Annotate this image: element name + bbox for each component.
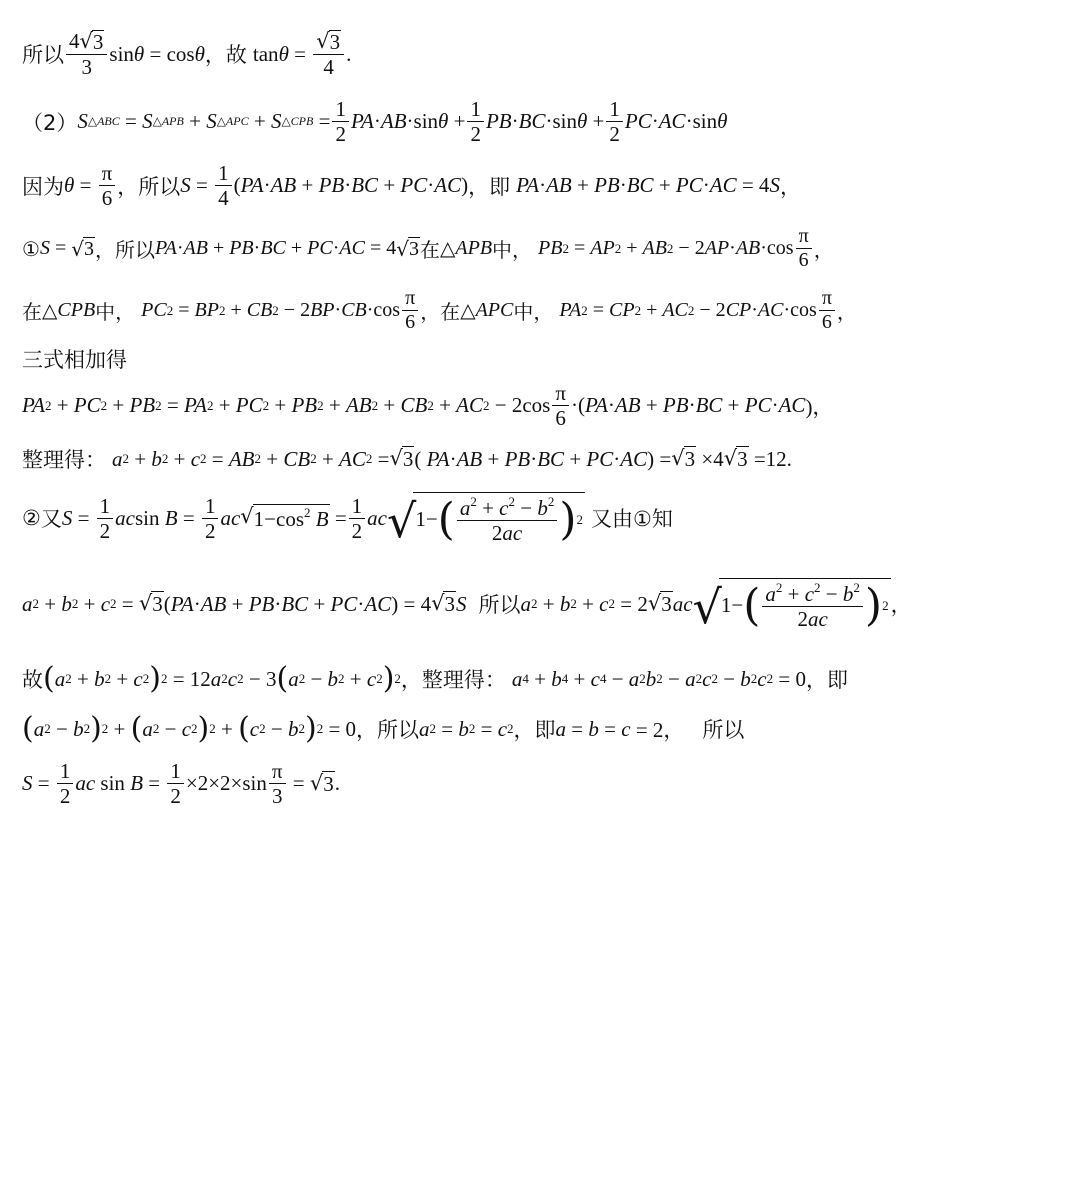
text-zhengli2: ，整理得： — [400, 668, 506, 692]
line-cpb-apc: 在 △ CPB 中， PC 2 = BP 2 + CB 2 − 2 BP · CB ·cos $\frac{\pi}{6}$ ，在 △ APC 中， PA 2 = CP 2 + AC 2 − 2 CP · AC ·cos $\frac{\pi}{6}$ ， — [22, 287, 857, 333]
text-zai: 在 — [420, 238, 440, 262]
text-gu: 故 — [225, 43, 247, 68]
text-gu2: 故 — [22, 668, 43, 692]
line-expand: 故 ( a 2 + b 2 + c 2 ) 2 = 12 a 2 c 2 − 3 ( a 2 − b 2 + c 2 ) 2 ，整理得： a 4 + b 4 + c 4 − a 2 b 2 − a 2 c 2 − b 2 c 2 = 0 ，即 — [22, 661, 848, 696]
text-suoyi3: ，所以 — [94, 238, 155, 262]
text-ji3: ，即 — [513, 718, 556, 742]
text-suoyi: 所以 — [22, 43, 64, 68]
text-ji: ，即 — [468, 174, 511, 199]
frac-4sqrt3-over-3: 4 √ 3 3 — [66, 30, 107, 78]
text-ji2: ，即 — [805, 668, 848, 692]
text-zhong2: 中， — [95, 300, 136, 324]
line-case1: ① S = √ 3 ，所以 PA · AB + PB · BC + PC · AC = 4 √ 3 在 △ APB 中， PB 2 = AP 2 + AB 2 − 2 AP · AB ·cos $\frac{\pi}{6}$ ， — [22, 225, 834, 271]
text-suoyi6: 所以 — [702, 718, 745, 742]
text-suoyi5: ，所以 — [356, 718, 420, 742]
frac-sqrt3-over-4: √ 3 4 — [313, 30, 344, 78]
line-final-area: S = $\frac{1}{2}$ ac sin B = $\frac{1}{2}$ ×2×2×sin $\frac{\pi}{3}$ = √ 3 . — [22, 759, 340, 809]
line-case2: ② 又 S = $\frac{1}{2}$ ac sin B = $\frac{1}{2}$ ac √ $1-\cos^2$ B = $\frac{1}{2}$ ac √ 1− ( $\frac{a^2 + c^2 - b^2}{2ac}$ ) 2 又由①知 — [22, 493, 673, 549]
text-item2: （2） — [22, 110, 78, 135]
text-zhong3: 中， — [513, 300, 554, 324]
line-tan-theta: 所以 4 √ 3 3 sin θ = cos θ ， 故 tan θ = √ 3 4 . — [22, 29, 352, 80]
line-sum-squares: a 2 + b 2 + c 2 = √ 3 ( PA · AB + PB · BC + PC · AC ) = 4 √ 3 S 所以 a 2 + b 2 + c 2 = 2 √ 3 ac √ 1− ( $\frac{a^2 + c^2 - b^2}{2ac}$ ) 2 ， — [22, 579, 912, 635]
line-squares-zero: ( a 2 − b 2 ) 2 + ( a 2 − c 2 ) 2 + ( c 2 − b 2 ) 2 = 0 ，所以 a 2 = b 2 = c 2 ，即 a = b = c = 2， 所以 — [22, 711, 745, 746]
line-area-sum: （2） S △ABC = S △APB + S △APC + S △CPB = $\frac{1}{2}$ PA · AB ·sin θ + $\frac{1}{2}$ PB · BC ·sin θ + $\frac{1}{2}$ PC · AC ·sin θ — [22, 97, 728, 147]
line-sanshi — [22, 344, 1066, 374]
text-zhengli: 整理得： — [22, 448, 106, 472]
line-theta-pi6: 因为 θ = $\frac{\pi}{6}$ ，所以 S = $\frac{1}{4}$ ( PA · AB + PB · BC + PC · AC ) ，即 PA · AB + PB · BC + PC · AC = 4 S ， — [22, 161, 801, 211]
text-youyou: 又由①知 — [591, 507, 673, 532]
text-c2: ② — [22, 506, 41, 531]
text-zai3: ，在 — [420, 300, 461, 324]
text-suoyi4: 所以 — [478, 593, 521, 618]
text-zai2: 在 — [22, 300, 42, 324]
text-zhong: 中， — [492, 238, 533, 262]
text-c1: ① — [22, 236, 40, 261]
text-sanshi: 三式相加得 — [22, 348, 127, 372]
text-yinwei: 因为 — [22, 174, 64, 199]
line-sum-equation: PA 2 + PC 2 + PB 2 = PA 2 + PC 2 + PB 2 + AB 2 + CB 2 + AC 2 − 2cos $\frac{\pi}{6}$ ·( PA · AB + PB · BC + PC · AC )， — [22, 381, 834, 431]
line-zhengli: 整理得： a 2 + b 2 + c 2 = AB 2 + CB 2 + AC 2 = √ 3 ( PA · AB + PB · BC + PC · AC ) = √ 3 ×4 √ 3 =12. — [22, 446, 792, 472]
text-you: 又 — [40, 507, 62, 532]
text-suoyi2: ，所以 — [117, 174, 181, 199]
